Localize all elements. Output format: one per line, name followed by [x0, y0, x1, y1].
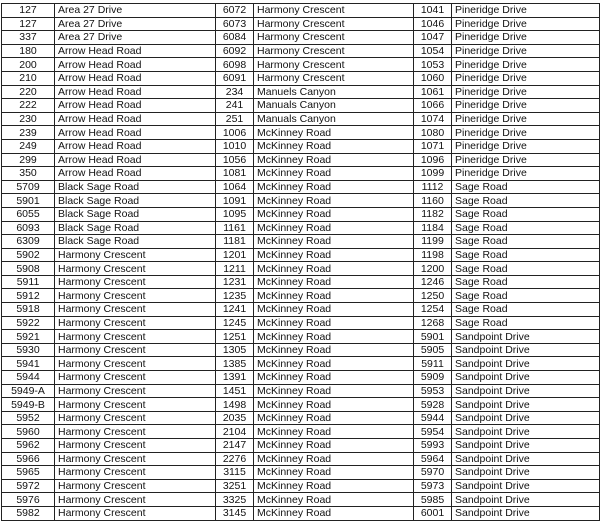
- table-row: [2, 330, 600, 344]
- street-name-cell: Harmony Crescent: [254, 58, 414, 72]
- house-number-cell: 1498: [216, 398, 254, 412]
- street-name-cell: Harmony Crescent: [254, 44, 414, 58]
- table-row: [2, 262, 600, 276]
- table-row: [2, 99, 600, 113]
- street-name-cell: Harmony Crescent: [55, 479, 216, 493]
- street-name-cell: McKinney Road: [254, 398, 414, 412]
- house-number-cell: 1305: [216, 343, 254, 357]
- house-number-cell: 5985: [414, 493, 452, 507]
- house-number-cell: 1064: [216, 180, 254, 194]
- street-name-cell: Harmony Crescent: [55, 357, 216, 371]
- street-name-cell: Sandpoint Drive: [452, 493, 600, 507]
- street-name-cell: Harmony Crescent: [55, 343, 216, 357]
- house-number-cell: 2276: [216, 452, 254, 466]
- house-number-cell: 1074: [414, 112, 452, 126]
- house-number-cell: 5908: [2, 262, 55, 276]
- street-name-cell: Sandpoint Drive: [452, 439, 600, 453]
- street-name-cell: Black Sage Road: [55, 235, 216, 249]
- street-name-cell: Harmony Crescent: [55, 248, 216, 262]
- house-number-cell: 3251: [216, 479, 254, 493]
- house-number-cell: 299: [2, 153, 55, 167]
- street-name-cell: McKinney Road: [254, 289, 414, 303]
- street-name-cell: Sandpoint Drive: [452, 398, 600, 412]
- house-number-cell: 1198: [414, 248, 452, 262]
- house-number-cell: 1046: [414, 17, 452, 31]
- street-name-cell: McKinney Road: [254, 221, 414, 235]
- house-number-cell: 1200: [414, 262, 452, 276]
- house-number-cell: 3325: [216, 493, 254, 507]
- street-name-cell: Harmony Crescent: [55, 411, 216, 425]
- table-row: [2, 357, 600, 371]
- street-name-cell: Pineridge Drive: [452, 139, 600, 153]
- house-number-cell: 5949-A: [2, 384, 55, 398]
- street-name-cell: Manuels Canyon: [254, 85, 414, 99]
- house-number-cell: 6001: [414, 506, 452, 520]
- house-number-cell: 6309: [2, 235, 55, 249]
- street-name-cell: McKinney Road: [254, 439, 414, 453]
- street-name-cell: McKinney Road: [254, 235, 414, 249]
- table-row: [2, 4, 600, 18]
- house-number-cell: 1385: [216, 357, 254, 371]
- house-number-cell: 337: [2, 31, 55, 45]
- house-number-cell: 350: [2, 167, 55, 181]
- street-name-cell: Sandpoint Drive: [452, 330, 600, 344]
- house-number-cell: 1254: [414, 303, 452, 317]
- house-number-cell: 1081: [216, 167, 254, 181]
- street-name-cell: Sandpoint Drive: [452, 371, 600, 385]
- house-number-cell: 1246: [414, 275, 452, 289]
- house-number-cell: 6091: [216, 71, 254, 85]
- street-name-cell: Sage Road: [452, 248, 600, 262]
- house-number-cell: 1235: [216, 289, 254, 303]
- street-name-cell: Arrow Head Road: [55, 85, 216, 99]
- street-name-cell: Sandpoint Drive: [452, 343, 600, 357]
- street-name-cell: Sandpoint Drive: [452, 411, 600, 425]
- street-name-cell: Pineridge Drive: [452, 99, 600, 113]
- table-row: [2, 194, 600, 208]
- street-name-cell: Arrow Head Road: [55, 139, 216, 153]
- street-name-cell: Sandpoint Drive: [452, 425, 600, 439]
- street-name-cell: Sage Road: [452, 262, 600, 276]
- table-row: [2, 139, 600, 153]
- house-number-cell: 1199: [414, 235, 452, 249]
- table-row: [2, 479, 600, 493]
- table-row: [2, 153, 600, 167]
- address-table: [1, 3, 600, 521]
- street-name-cell: Arrow Head Road: [55, 71, 216, 85]
- street-name-cell: Sandpoint Drive: [452, 479, 600, 493]
- house-number-cell: 5930: [2, 343, 55, 357]
- house-number-cell: 210: [2, 71, 55, 85]
- street-name-cell: McKinney Road: [254, 303, 414, 317]
- street-name-cell: Sandpoint Drive: [452, 452, 600, 466]
- house-number-cell: 2104: [216, 425, 254, 439]
- table-row: [2, 275, 600, 289]
- house-number-cell: 1099: [414, 167, 452, 181]
- street-name-cell: Harmony Crescent: [55, 425, 216, 439]
- street-name-cell: Sage Road: [452, 316, 600, 330]
- street-name-cell: Harmony Crescent: [254, 71, 414, 85]
- house-number-cell: 3115: [216, 466, 254, 480]
- house-number-cell: 1071: [414, 139, 452, 153]
- house-number-cell: 5982: [2, 506, 55, 520]
- house-number-cell: 6072: [216, 4, 254, 18]
- street-name-cell: McKinney Road: [254, 411, 414, 425]
- house-number-cell: 1250: [414, 289, 452, 303]
- house-number-cell: 1053: [414, 58, 452, 72]
- street-name-cell: Harmony Crescent: [55, 452, 216, 466]
- street-name-cell: Pineridge Drive: [452, 167, 600, 181]
- house-number-cell: 5911: [2, 275, 55, 289]
- house-number-cell: 3145: [216, 506, 254, 520]
- house-number-cell: 5964: [414, 452, 452, 466]
- house-number-cell: 5970: [414, 466, 452, 480]
- house-number-cell: 1161: [216, 221, 254, 235]
- street-name-cell: Pineridge Drive: [452, 44, 600, 58]
- table-row: [2, 235, 600, 249]
- street-name-cell: McKinney Road: [254, 262, 414, 276]
- table-row: [2, 17, 600, 31]
- street-name-cell: Harmony Crescent: [55, 493, 216, 507]
- table-row: [2, 85, 600, 99]
- house-number-cell: 222: [2, 99, 55, 113]
- house-number-cell: 220: [2, 85, 55, 99]
- house-number-cell: 5973: [414, 479, 452, 493]
- house-number-cell: 5921: [2, 330, 55, 344]
- street-name-cell: Sandpoint Drive: [452, 384, 600, 398]
- house-number-cell: 5902: [2, 248, 55, 262]
- house-number-cell: 1268: [414, 316, 452, 330]
- street-name-cell: Sage Road: [452, 180, 600, 194]
- house-number-cell: 1251: [216, 330, 254, 344]
- table-row: [2, 425, 600, 439]
- table-row: [2, 207, 600, 221]
- house-number-cell: 5912: [2, 289, 55, 303]
- house-number-cell: 2147: [216, 439, 254, 453]
- house-number-cell: 1231: [216, 275, 254, 289]
- house-number-cell: 1054: [414, 44, 452, 58]
- table-row: [2, 112, 600, 126]
- house-number-cell: 1201: [216, 248, 254, 262]
- house-number-cell: 5976: [2, 493, 55, 507]
- house-number-cell: 5909: [414, 371, 452, 385]
- street-name-cell: Manuals Canyon: [254, 99, 414, 113]
- street-name-cell: Arrow Head Road: [55, 112, 216, 126]
- house-number-cell: 1091: [216, 194, 254, 208]
- house-number-cell: 5709: [2, 180, 55, 194]
- street-name-cell: Sage Road: [452, 207, 600, 221]
- street-name-cell: Sage Road: [452, 194, 600, 208]
- house-number-cell: 1181: [216, 235, 254, 249]
- table-row: [2, 398, 600, 412]
- street-name-cell: McKinney Road: [254, 452, 414, 466]
- street-name-cell: Harmony Crescent: [55, 384, 216, 398]
- street-name-cell: Sage Road: [452, 303, 600, 317]
- street-name-cell: Harmony Crescent: [55, 289, 216, 303]
- street-name-cell: Harmony Crescent: [55, 330, 216, 344]
- street-name-cell: Pineridge Drive: [452, 85, 600, 99]
- street-name-cell: McKinney Road: [254, 153, 414, 167]
- street-name-cell: Arrow Head Road: [55, 167, 216, 181]
- street-name-cell: McKinney Road: [254, 126, 414, 140]
- house-number-cell: 6073: [216, 17, 254, 31]
- street-name-cell: Arrow Head Road: [55, 99, 216, 113]
- street-name-cell: Pineridge Drive: [452, 71, 600, 85]
- street-name-cell: Sandpoint Drive: [452, 466, 600, 480]
- house-number-cell: 6084: [216, 31, 254, 45]
- street-name-cell: Harmony Crescent: [55, 439, 216, 453]
- house-number-cell: 5928: [414, 398, 452, 412]
- house-number-cell: 239: [2, 126, 55, 140]
- street-name-cell: Black Sage Road: [55, 221, 216, 235]
- house-number-cell: 5901: [2, 194, 55, 208]
- street-name-cell: Arrow Head Road: [55, 58, 216, 72]
- street-name-cell: Manuals Canyon: [254, 112, 414, 126]
- house-number-cell: 1245: [216, 316, 254, 330]
- street-name-cell: Harmony Crescent: [254, 4, 414, 18]
- house-number-cell: 5944: [414, 411, 452, 425]
- house-number-cell: 127: [2, 17, 55, 31]
- house-number-cell: 1391: [216, 371, 254, 385]
- house-number-cell: 1041: [414, 4, 452, 18]
- table-row: [2, 31, 600, 45]
- table-row: [2, 384, 600, 398]
- table-row: [2, 167, 600, 181]
- street-name-cell: Harmony Crescent: [55, 371, 216, 385]
- street-name-cell: Pineridge Drive: [452, 153, 600, 167]
- house-number-cell: 5944: [2, 371, 55, 385]
- house-number-cell: 1006: [216, 126, 254, 140]
- street-name-cell: McKinney Road: [254, 248, 414, 262]
- street-name-cell: Harmony Crescent: [55, 262, 216, 276]
- street-name-cell: Sage Road: [452, 275, 600, 289]
- house-number-cell: 230: [2, 112, 55, 126]
- house-number-cell: 127: [2, 4, 55, 18]
- street-name-cell: McKinney Road: [254, 506, 414, 520]
- house-number-cell: 6098: [216, 58, 254, 72]
- house-number-cell: 6092: [216, 44, 254, 58]
- house-number-cell: 1451: [216, 384, 254, 398]
- street-name-cell: Pineridge Drive: [452, 4, 600, 18]
- house-number-cell: 1047: [414, 31, 452, 45]
- table-row: [2, 506, 600, 520]
- street-name-cell: McKinney Road: [254, 357, 414, 371]
- house-number-cell: 5962: [2, 439, 55, 453]
- house-number-cell: 5918: [2, 303, 55, 317]
- street-name-cell: McKinney Road: [254, 167, 414, 181]
- table-row: [2, 439, 600, 453]
- street-name-cell: Harmony Crescent: [55, 506, 216, 520]
- house-number-cell: 5901: [414, 330, 452, 344]
- street-name-cell: Arrow Head Road: [55, 44, 216, 58]
- table-row: [2, 71, 600, 85]
- street-name-cell: Harmony Crescent: [254, 31, 414, 45]
- street-name-cell: McKinney Road: [254, 466, 414, 480]
- house-number-cell: 241: [216, 99, 254, 113]
- house-number-cell: 1211: [216, 262, 254, 276]
- table-row: [2, 411, 600, 425]
- street-name-cell: McKinney Road: [254, 493, 414, 507]
- table-row: [2, 221, 600, 235]
- house-number-cell: 1060: [414, 71, 452, 85]
- house-number-cell: 1241: [216, 303, 254, 317]
- street-name-cell: Harmony Crescent: [55, 398, 216, 412]
- house-number-cell: 5922: [2, 316, 55, 330]
- street-name-cell: McKinney Road: [254, 207, 414, 221]
- street-name-cell: Black Sage Road: [55, 180, 216, 194]
- street-name-cell: Pineridge Drive: [452, 31, 600, 45]
- street-name-cell: Pineridge Drive: [452, 58, 600, 72]
- street-name-cell: Area 27 Drive: [55, 4, 216, 18]
- table-row: [2, 466, 600, 480]
- street-name-cell: Sage Road: [452, 235, 600, 249]
- table-row: [2, 248, 600, 262]
- street-name-cell: McKinney Road: [254, 425, 414, 439]
- street-name-cell: Area 27 Drive: [55, 17, 216, 31]
- table-row: [2, 343, 600, 357]
- house-number-cell: 5905: [414, 343, 452, 357]
- house-number-cell: 5972: [2, 479, 55, 493]
- house-number-cell: 1066: [414, 99, 452, 113]
- house-number-cell: 1184: [414, 221, 452, 235]
- house-number-cell: 1080: [414, 126, 452, 140]
- street-name-cell: Pineridge Drive: [452, 17, 600, 31]
- house-number-cell: 5965: [2, 466, 55, 480]
- street-name-cell: Pineridge Drive: [452, 112, 600, 126]
- table-row: [2, 44, 600, 58]
- street-name-cell: Black Sage Road: [55, 194, 216, 208]
- house-number-cell: 5993: [414, 439, 452, 453]
- street-name-cell: Harmony Crescent: [55, 466, 216, 480]
- street-name-cell: McKinney Road: [254, 371, 414, 385]
- table-row: [2, 58, 600, 72]
- street-name-cell: McKinney Road: [254, 194, 414, 208]
- house-number-cell: 5941: [2, 357, 55, 371]
- table-row: [2, 180, 600, 194]
- street-name-cell: Pineridge Drive: [452, 126, 600, 140]
- street-name-cell: Black Sage Road: [55, 207, 216, 221]
- house-number-cell: 1056: [216, 153, 254, 167]
- street-name-cell: Harmony Crescent: [55, 275, 216, 289]
- street-name-cell: Harmony Crescent: [254, 17, 414, 31]
- street-name-cell: Area 27 Drive: [55, 31, 216, 45]
- house-number-cell: 1010: [216, 139, 254, 153]
- house-number-cell: 1061: [414, 85, 452, 99]
- street-name-cell: Harmony Crescent: [55, 303, 216, 317]
- house-number-cell: 5966: [2, 452, 55, 466]
- street-name-cell: Sage Road: [452, 289, 600, 303]
- street-name-cell: Sandpoint Drive: [452, 357, 600, 371]
- house-number-cell: 251: [216, 112, 254, 126]
- house-number-cell: 249: [2, 139, 55, 153]
- house-number-cell: 6055: [2, 207, 55, 221]
- house-number-cell: 1182: [414, 207, 452, 221]
- house-number-cell: 234: [216, 85, 254, 99]
- house-number-cell: 1160: [414, 194, 452, 208]
- street-name-cell: McKinney Road: [254, 275, 414, 289]
- table-row: [2, 126, 600, 140]
- table-row: [2, 371, 600, 385]
- street-name-cell: McKinney Road: [254, 343, 414, 357]
- street-name-cell: Arrow Head Road: [55, 126, 216, 140]
- table-row: [2, 316, 600, 330]
- street-name-cell: McKinney Road: [254, 330, 414, 344]
- street-name-cell: Sage Road: [452, 221, 600, 235]
- street-name-cell: Harmony Crescent: [55, 316, 216, 330]
- table-row: [2, 289, 600, 303]
- table-row: [2, 493, 600, 507]
- house-number-cell: 1112: [414, 180, 452, 194]
- house-number-cell: 2035: [216, 411, 254, 425]
- house-number-cell: 6093: [2, 221, 55, 235]
- house-number-cell: 5960: [2, 425, 55, 439]
- street-name-cell: McKinney Road: [254, 479, 414, 493]
- address-table-body: [2, 4, 600, 521]
- house-number-cell: 5911: [414, 357, 452, 371]
- house-number-cell: 1096: [414, 153, 452, 167]
- table-row: [2, 452, 600, 466]
- street-name-cell: McKinney Road: [254, 316, 414, 330]
- table-row: [2, 303, 600, 317]
- house-number-cell: 5953: [414, 384, 452, 398]
- house-number-cell: 5949-B: [2, 398, 55, 412]
- house-number-cell: 5952: [2, 411, 55, 425]
- street-name-cell: McKinney Road: [254, 139, 414, 153]
- street-name-cell: Arrow Head Road: [55, 153, 216, 167]
- house-number-cell: 200: [2, 58, 55, 72]
- street-name-cell: McKinney Road: [254, 384, 414, 398]
- house-number-cell: 1095: [216, 207, 254, 221]
- house-number-cell: 5954: [414, 425, 452, 439]
- street-name-cell: McKinney Road: [254, 180, 414, 194]
- street-name-cell: Sandpoint Drive: [452, 506, 600, 520]
- house-number-cell: 180: [2, 44, 55, 58]
